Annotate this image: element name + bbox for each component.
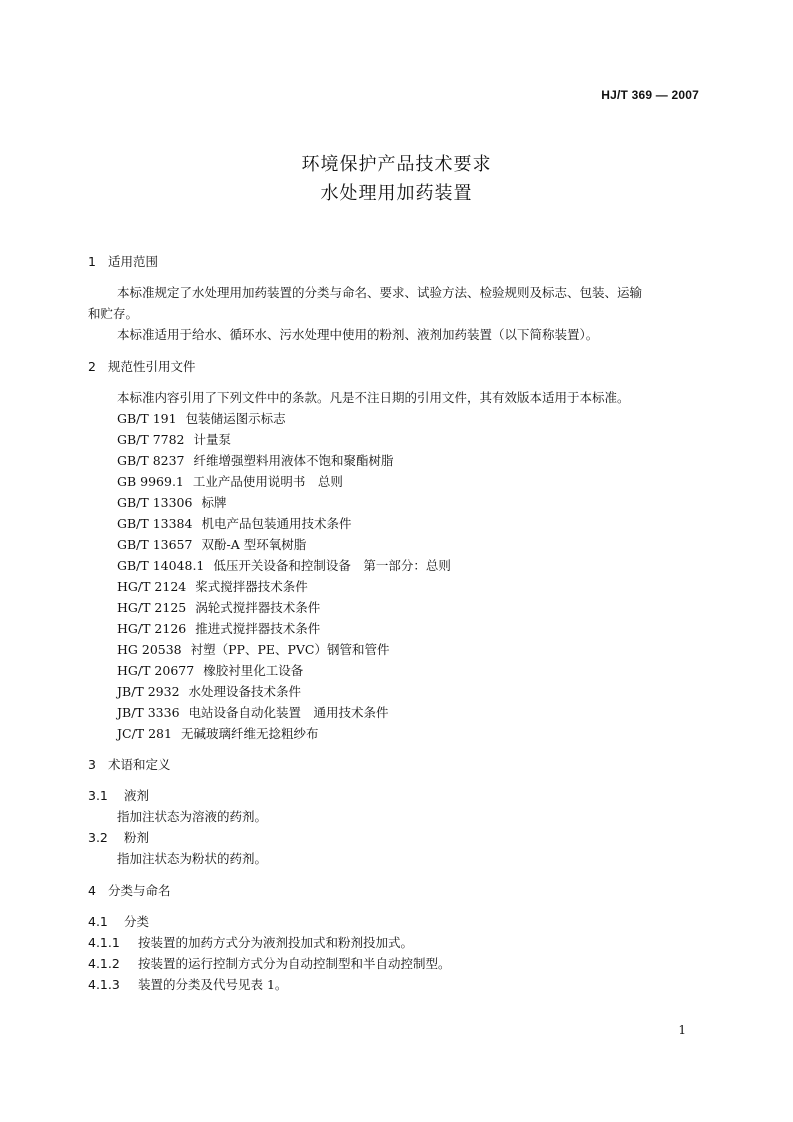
clause-number: 4.1.2 — [88, 956, 120, 971]
page-number: 1 — [678, 1023, 686, 1037]
section-number: 3 — [88, 757, 96, 772]
reference-code: HG/T 2125 — [117, 600, 187, 615]
reference-title: 衬塑（PP、PE、PVC）钢管和管件 — [190, 642, 390, 657]
reference-title: 标牌 — [201, 495, 227, 510]
reference-item — [117, 409, 286, 427]
reference-title: 无碱玻璃纤维无捻粗纱布 — [180, 726, 319, 741]
reference-item — [117, 451, 394, 469]
subsection-3-2-heading — [88, 828, 149, 846]
reference-code: GB/T 7782 — [117, 432, 185, 447]
reference-title: 水处理设备技术条件 — [188, 684, 302, 699]
clause-text: 按装置的加药方式分为液剂投加式和粉剂投加式。 — [138, 935, 414, 950]
reference-item — [117, 619, 320, 637]
reference-item — [117, 724, 318, 742]
reference-item — [117, 430, 231, 448]
reference-title: 电站设备自动化装置 通用技术条件 — [188, 705, 389, 720]
clause-text: 按装置的运行控制方式分为自动控制型和半自动控制型。 — [138, 956, 451, 971]
reference-item — [117, 472, 343, 490]
clause-number: 4.1.3 — [88, 977, 120, 992]
section-title: 规范性引用文件 — [108, 359, 196, 374]
clause-4-1-3 — [88, 975, 287, 993]
subsection-number: 3.1 — [88, 788, 108, 803]
subsection-number: 4.1 — [88, 914, 108, 929]
section-1-heading — [88, 252, 158, 270]
document-title: 环境保护产品技术要求 — [301, 154, 492, 175]
subsection-3-1-text: 指加注状态为溶液的药剂。 — [117, 809, 268, 824]
reference-title: 纤维增强塑料用液体不饱和聚酯树脂 — [193, 453, 394, 468]
reference-item — [117, 661, 303, 679]
reference-code: GB/T 13657 — [117, 537, 193, 552]
reference-title: 推进式搅拌器技术条件 — [195, 621, 321, 636]
subsection-title: 粉剂 — [124, 830, 150, 845]
subsection-3-2-text: 指加注状态为粉状的药剂。 — [117, 851, 268, 866]
reference-title: 工业产品使用说明书 总则 — [192, 474, 343, 489]
reference-code: HG/T 2126 — [117, 621, 187, 636]
reference-item — [117, 598, 320, 616]
reference-code: GB/T 8237 — [117, 453, 185, 468]
reference-code: JC/T 281 — [117, 726, 172, 741]
clause-4-1-2 — [88, 954, 451, 972]
subsection-title: 分类 — [124, 914, 150, 929]
reference-title: 包装储运图示标志 — [185, 411, 286, 426]
section-title: 术语和定义 — [108, 757, 171, 772]
reference-code: GB/T 14048.1 — [117, 558, 205, 573]
section-1-paragraph-1-line-1: 本标准规定了水处理用加药装置的分类与命名、要求、试验方法、检验规则及标志、包装、运输 — [117, 285, 643, 300]
section-title: 分类与命名 — [108, 883, 171, 898]
reference-code: GB/T 13384 — [117, 516, 193, 531]
section-2-heading — [88, 357, 196, 375]
reference-code: GB 9969.1 — [117, 474, 184, 489]
document-subtitle: 水处理用加药装置 — [320, 183, 473, 204]
section-1-paragraph-2: 本标准适用于给水、循环水、污水处理中使用的粉剂、液剂加药装置（以下简称装置）。 — [117, 327, 599, 342]
clause-number: 4.1.1 — [88, 935, 120, 950]
subsection-title: 液剂 — [124, 788, 150, 803]
reference-title: 涡轮式搅拌器技术条件 — [195, 600, 321, 615]
reference-code: HG/T 20677 — [117, 663, 195, 678]
reference-item — [117, 493, 226, 511]
reference-item — [117, 514, 351, 532]
section-3-heading — [88, 755, 171, 773]
section-1-paragraph-1-line-2: 和贮存。 — [88, 306, 139, 321]
reference-item — [117, 682, 301, 700]
reference-title: 橡胶衬里化工设备 — [203, 663, 304, 678]
reference-item — [117, 556, 451, 574]
section-number: 1 — [88, 254, 96, 269]
clause-text: 装置的分类及代号见表 1。 — [138, 977, 288, 992]
subsection-3-1-heading — [88, 786, 149, 804]
reference-code: JB/T 2932 — [117, 684, 180, 699]
reference-item — [117, 535, 306, 553]
reference-code: HG/T 2124 — [117, 579, 187, 594]
reference-item — [117, 640, 389, 658]
reference-title: 机电产品包装通用技术条件 — [201, 516, 352, 531]
section-4-heading — [88, 881, 171, 899]
reference-code: HG 20538 — [117, 642, 182, 657]
subsection-4-1-heading — [88, 912, 149, 930]
section-number: 2 — [88, 359, 96, 374]
reference-title: 桨式搅拌器技术条件 — [195, 579, 308, 594]
reference-code: GB/T 13306 — [117, 495, 193, 510]
section-title: 适用范围 — [108, 254, 159, 269]
section-2-intro: 本标准内容引用了下列文件中的条款。凡是不注日期的引用文件，其有效版本适用于本标准。 — [117, 390, 630, 405]
reference-code: JB/T 3336 — [117, 705, 180, 720]
reference-title: 双酚-A 型环氧树脂 — [201, 537, 307, 552]
standard-number: HJ/T 369 — 2007 — [601, 88, 699, 102]
reference-title: 计量泵 — [193, 432, 232, 447]
section-number: 4 — [88, 883, 96, 898]
reference-item — [117, 577, 308, 595]
reference-item — [117, 703, 389, 721]
reference-title: 低压开关设备和控制设备 第一部分：总则 — [213, 558, 451, 573]
subsection-number: 3.2 — [88, 830, 108, 845]
reference-code: GB/T 191 — [117, 411, 177, 426]
clause-4-1-1 — [88, 933, 413, 951]
